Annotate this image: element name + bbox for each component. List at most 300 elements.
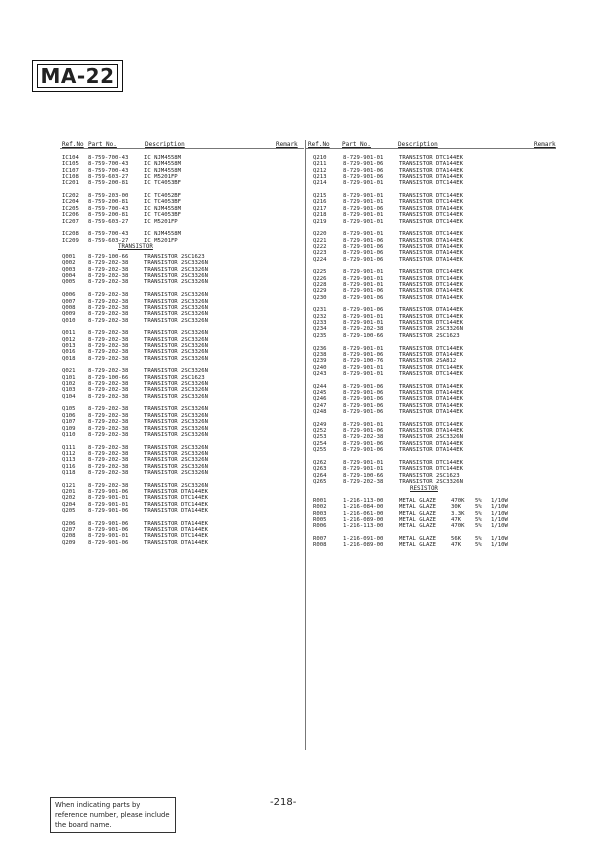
left-ic-row-cell: IC208 xyxy=(62,231,79,238)
left-transistor-row-cell: 8-729-202-38 xyxy=(88,387,129,394)
left-transistor-row-cell: Q106 xyxy=(62,412,76,419)
left-transistor-row-cell: TRANSISTOR 2SC3326N xyxy=(144,431,208,438)
resistor-row-cell: METAL GLAZE xyxy=(399,497,437,504)
right-transistor-row-cell: Q230 xyxy=(313,294,327,301)
left-ic-row-cell: IC TC4053BF xyxy=(144,212,182,219)
resistor-row-cell: 1/10W xyxy=(491,516,508,523)
left-ic-row-cell: 8-759-700-43 xyxy=(88,231,129,238)
resistor-row-cell: 1/10W xyxy=(491,536,508,542)
right-transistor-row-cell: 8-729-901-06 xyxy=(343,389,384,396)
resistor-row-cell: 1-216-084-00 xyxy=(343,504,384,511)
right-transistor-row-cell: 8-729-202-38 xyxy=(343,478,384,485)
right-transistor-row-cell: Q221 xyxy=(313,237,327,244)
left-transistor-row-cell: Q013 xyxy=(62,342,76,349)
left-transistor-row-cell: Q207 xyxy=(62,527,76,534)
resistor-row-cell: R007 xyxy=(313,536,327,542)
left-ic-row-cell: IC NJM4558M xyxy=(144,167,182,174)
right-transistor-row-cell: Q252 xyxy=(313,428,327,435)
right-transistor-row-cell: TRANSISTOR DTC144EK xyxy=(399,180,463,187)
left-ic-row-cell: 8-759-200-81 xyxy=(88,180,129,187)
right-transistor-row-cell: TRANSISTOR DTC144EK xyxy=(399,421,463,428)
left-transistor-row-cell: Q112 xyxy=(62,450,76,457)
left-transistor-row-cell: Q103 xyxy=(62,387,76,394)
right-transistor-row-cell: 8-729-901-06 xyxy=(343,383,384,390)
left-transistor-row-cell: 8-729-202-38 xyxy=(88,425,129,432)
right-transistor-row-cell: TRANSISTOR DTC144EK xyxy=(399,313,463,320)
left-transistor-row-cell: TRANSISTOR 2SC3326N xyxy=(144,368,208,375)
right-transistor-row-cell: 8-729-901-06 xyxy=(343,351,384,358)
left-transistor-row-cell: 8-729-202-38 xyxy=(88,419,129,426)
left-transistor-row-cell: TRANSISTOR 2SC3326N xyxy=(144,311,208,318)
right-transistor-row-cell: 8-729-901-06 xyxy=(343,447,384,454)
right-transistor-row-cell: 8-729-901-06 xyxy=(343,243,384,250)
left-transistor-row-cell: 8-729-202-38 xyxy=(88,431,129,438)
left-transistor-row-cell: Q201 xyxy=(62,489,76,495)
resistor-row-cell: R008 xyxy=(313,542,327,549)
right-transistor-row-cell: TRANSISTOR DTC144EK xyxy=(399,370,463,377)
right-transistor-row-cell: 8-729-100-66 xyxy=(343,332,384,339)
right-transistor-row-cell: 8-729-901-01 xyxy=(343,269,384,276)
resistor-row-cell: 1-216-091-00 xyxy=(343,536,384,542)
right-transistor-row-cell: TRANSISTOR DTA144EK xyxy=(399,237,463,244)
left-ic-row-cell: 8-759-700-43 xyxy=(88,161,129,168)
resistor-row-cell: 1/10W xyxy=(491,542,508,549)
left-transistor-row-cell: 8-729-901-01 xyxy=(88,501,129,508)
left-ic-row-cell: IC201 xyxy=(62,180,79,187)
right-transistor-row-cell: Q216 xyxy=(313,199,327,206)
right-transistor-row-cell: Q243 xyxy=(313,370,327,377)
right-transistor-row-cell: 8-729-901-01 xyxy=(343,199,384,206)
right-transistor-row-cell: TRANSISTOR DTA144EK xyxy=(399,294,463,301)
left-transistor-row-cell: 8-729-901-06 xyxy=(88,489,129,495)
resistor-row-cell: 1-216-113-00 xyxy=(343,523,384,530)
right-transistor-row-cell: 8-729-901-01 xyxy=(343,320,384,327)
right-transistor-row-cell: TRANSISTOR DTA144EK xyxy=(399,256,463,263)
right-transistor-row-cell: TRANSISTOR DTC144EK xyxy=(399,275,463,282)
left-transistor-row-cell: TRANSISTOR 2SC3326N xyxy=(144,425,208,432)
left-transistor-row-cell: TRANSISTOR DTC144EK xyxy=(144,501,208,508)
left-transistor-row-cell: 8-729-901-06 xyxy=(88,520,129,527)
left-transistor-row-cell: TRANSISTOR 2SC3326N xyxy=(144,387,208,394)
left-ic-row-cell: 8-759-603-27 xyxy=(88,174,129,181)
right-transistor-row-cell: 8-729-901-06 xyxy=(343,288,384,295)
left-transistor-row-cell: TRANSISTOR 2SC3326N xyxy=(144,266,208,273)
left-ic-row-cell: IC TC4053BF xyxy=(144,180,182,187)
right-transistor-row-cell: Q213 xyxy=(313,174,327,181)
right-transistor-row-cell: Q217 xyxy=(313,205,327,212)
left-transistor-row-cell: TRANSISTOR 2SC3326N xyxy=(144,381,208,388)
left-ic-row-cell: IC M5201FP xyxy=(144,218,178,225)
left-transistor-row-cell: 8-729-202-38 xyxy=(88,311,129,318)
left-transistor-row-cell: TRANSISTOR 2SC3326N xyxy=(144,273,208,280)
left-transistor-row-cell: Q101 xyxy=(62,374,76,381)
left-transistor-row-cell: 8-729-202-38 xyxy=(88,463,129,470)
right-transistor-row-cell: 8-729-901-01 xyxy=(343,421,384,428)
left-transistor-row-cell: TRANSISTOR 2SC3326N xyxy=(144,463,208,470)
resistor-row-cell: 1/10W xyxy=(491,510,508,517)
right-transistor-row-cell: TRANSISTOR DTC144EK xyxy=(399,193,463,200)
right-transistor-row-cell: TRANSISTOR DTA144EK xyxy=(399,389,463,396)
resistor-row-cell: 1/10W xyxy=(491,497,508,504)
right-transistor-row-cell: 8-729-901-01 xyxy=(343,282,384,288)
left-transistor-row-cell: TRANSISTOR 2SC1623 xyxy=(144,374,205,381)
right-transistor-row-cell: TRANSISTOR 2SC3326N xyxy=(399,478,463,485)
right-transistor-row-cell: Q263 xyxy=(313,466,327,473)
left-transistor-row-cell: 8-729-202-38 xyxy=(88,304,129,311)
header-rule-left xyxy=(60,148,304,149)
left-ic-row-cell: IC NJM4558M xyxy=(144,205,182,212)
left-transistor-row-cell: Q121 xyxy=(62,482,76,489)
left-transistor-row-cell: 8-729-202-38 xyxy=(88,381,129,388)
right-transistor-row-cell: 8-729-901-06 xyxy=(343,409,384,415)
right-transistor-row-cell: 8-729-901-06 xyxy=(343,440,384,447)
right-transistor-row-cell: 8-729-901-01 xyxy=(343,218,384,225)
right-transistor-row-cell: TRANSISTOR 2SC3326N xyxy=(399,434,463,441)
right-transistor-row-cell: Q248 xyxy=(313,409,327,415)
left-transistor-row-cell: Q010 xyxy=(62,317,76,324)
left-ic-row-cell: 8-759-700-43 xyxy=(88,167,129,174)
left-transistor-row-cell: 8-729-202-38 xyxy=(88,279,129,286)
left-transistor-row-cell: Q107 xyxy=(62,419,76,426)
right-transistor-row-cell: Q264 xyxy=(313,472,327,479)
right-transistor-row-cell: TRANSISTOR DTC144EK xyxy=(399,155,463,161)
left-transistor-row-cell: 8-729-901-06 xyxy=(88,539,129,546)
left-ic-row-cell: 8-759-603-27 xyxy=(88,218,129,225)
right-transistor-row-cell: TRANSISTOR DTA144EK xyxy=(399,243,463,250)
left-transistor-row-cell: Q105 xyxy=(62,406,76,413)
resistor-row-cell: 470K xyxy=(451,497,465,504)
right-transistor-row-cell: TRANSISTOR DTA144EK xyxy=(399,351,463,358)
resistor-row-cell: 5% xyxy=(475,497,482,504)
right-transistor-row-cell: 8-729-901-06 xyxy=(343,294,384,301)
left-transistor-row-cell: TRANSISTOR DTA144EK xyxy=(144,489,208,495)
left-transistor-row-cell: 8-729-202-38 xyxy=(88,469,129,476)
left-transistor-row-cell: TRANSISTOR 2SC3326N xyxy=(144,304,208,311)
right-transistor-row-cell: TRANSISTOR DTC144EK xyxy=(399,364,463,371)
page-number: -218- xyxy=(270,797,297,808)
left-transistor-row-cell: TRANSISTOR 2SC3326N xyxy=(144,292,208,299)
right-transistor-row-cell: 8-729-901-06 xyxy=(343,250,384,257)
right-transistor-row-cell: Q232 xyxy=(313,313,327,320)
left-transistor-row-cell: 8-729-202-38 xyxy=(88,292,129,299)
resistor-row-cell: METAL GLAZE xyxy=(399,523,437,530)
right-transistor-row-cell: TRANSISTOR DTC144EK xyxy=(399,212,463,219)
resistor-row-cell: 5% xyxy=(475,523,482,530)
right-transistor-row-cell: 8-729-901-06 xyxy=(343,307,384,314)
resistor-row-cell: 1-216-113-00 xyxy=(343,497,384,504)
header-part-right: Part No. xyxy=(342,141,371,148)
left-transistor-row-cell: Q204 xyxy=(62,501,76,508)
right-transistor-row-cell: 8-729-901-01 xyxy=(343,231,384,238)
left-transistor-row-cell: TRANSISTOR DTA144EK xyxy=(144,508,208,515)
left-transistor-row-cell: TRANSISTOR DTA144EK xyxy=(144,539,208,546)
left-transistor-row-cell: TRANSISTOR 2SC3326N xyxy=(144,469,208,476)
right-transistor-row-cell: 8-729-901-06 xyxy=(343,205,384,212)
left-transistor-row-cell: Q206 xyxy=(62,520,76,527)
left-transistor-row-cell: TRANSISTOR DTA144EK xyxy=(144,520,208,527)
right-transistor-row-cell: TRANSISTOR 2SC1623 xyxy=(399,472,460,479)
left-transistor-row-cell: TRANSISTOR 2SC3326N xyxy=(144,317,208,324)
resistor-row-cell: METAL GLAZE xyxy=(399,542,437,549)
left-ic-row-cell: 8-759-700-43 xyxy=(88,205,129,212)
left-transistor-row-cell: TRANSISTOR 2SC3326N xyxy=(144,349,208,356)
right-transistor-row-cell: Q211 xyxy=(313,161,327,168)
left-ic-row-cell: IC206 xyxy=(62,212,79,219)
header-desc-left: Description xyxy=(145,141,185,148)
left-transistor-row-cell: Q118 xyxy=(62,469,76,476)
right-transistor-row-cell: TRANSISTOR DTA144EK xyxy=(399,307,463,314)
resistor-row-cell: R002 xyxy=(313,504,327,511)
right-transistor-row-cell: 8-729-901-06 xyxy=(343,428,384,435)
left-ic-row-cell: 8-759-200-81 xyxy=(88,199,129,206)
right-transistor-row-cell: Q240 xyxy=(313,364,327,371)
resistor-row-cell: 5% xyxy=(475,516,482,523)
resistor-row-cell: 47K xyxy=(451,542,462,549)
right-transistor-row-cell: Q218 xyxy=(313,212,327,219)
resistor-row-cell: 5% xyxy=(475,536,482,542)
left-transistor-row-cell: 8-729-202-38 xyxy=(88,260,129,267)
left-transistor-section-label: TRANSISTOR xyxy=(118,243,153,250)
left-transistor-row-cell: Q110 xyxy=(62,431,76,438)
resistor-row-cell: 5% xyxy=(475,510,482,517)
resistor-row-cell: 5% xyxy=(475,542,482,549)
left-transistor-row-cell: 8-729-202-38 xyxy=(88,355,129,362)
right-transistor-row-cell: Q215 xyxy=(313,193,327,200)
left-ic-row-cell: IC M5201FP xyxy=(144,237,178,244)
right-transistor-row-cell: Q220 xyxy=(313,231,327,238)
right-transistor-row-cell: Q212 xyxy=(313,167,327,174)
right-transistor-row-cell: TRANSISTOR DTC144EK xyxy=(399,459,463,466)
resistor-row-cell: METAL GLAZE xyxy=(399,516,437,523)
right-transistor-row-cell: TRANSISTOR 2SC1623 xyxy=(399,332,460,339)
right-transistor-row-cell: TRANSISTOR DTA144EK xyxy=(399,383,463,390)
right-transistor-row-cell: 8-729-901-01 xyxy=(343,370,384,377)
left-transistor-row-cell: Q111 xyxy=(62,444,76,451)
left-transistor-row-cell: 8-729-202-38 xyxy=(88,342,129,349)
right-transistor-row-cell: Q254 xyxy=(313,440,327,447)
left-transistor-row-cell: TRANSISTOR 2SC3326N xyxy=(144,342,208,349)
left-transistor-row-cell: TRANSISTOR 2SC3326N xyxy=(144,406,208,413)
right-transistor-row-cell: TRANSISTOR DTA144EK xyxy=(399,161,463,168)
reference-note: When indicating parts by reference number, please include the board name. xyxy=(50,797,176,833)
right-transistor-row-cell: Q231 xyxy=(313,307,327,314)
left-transistor-row-cell: 8-729-202-38 xyxy=(88,298,129,305)
board-title: MA-22 xyxy=(37,64,118,88)
right-transistor-row-cell: Q265 xyxy=(313,478,327,485)
left-transistor-row-cell: 8-729-202-38 xyxy=(88,273,129,280)
right-transistor-row-cell: Q222 xyxy=(313,243,327,250)
right-transistor-row-cell: Q234 xyxy=(313,326,327,333)
resistor-row-cell: R003 xyxy=(313,510,327,517)
left-transistor-row-cell: 8-729-202-38 xyxy=(88,317,129,324)
right-transistor-row-cell: 8-729-901-06 xyxy=(343,161,384,168)
header-desc-right: Description xyxy=(398,141,438,148)
left-transistor-row-cell: Q007 xyxy=(62,298,76,305)
right-transistor-row-cell: TRANSISTOR 2SA812 xyxy=(399,358,457,365)
right-transistor-row-cell: 8-729-901-01 xyxy=(343,275,384,282)
left-transistor-row-cell: TRANSISTOR 2SC3326N xyxy=(144,482,208,489)
resistor-row-cell: R006 xyxy=(313,523,327,530)
left-transistor-row-cell: Q004 xyxy=(62,273,76,280)
left-transistor-row-cell: 8-729-100-66 xyxy=(88,374,129,381)
right-transistor-row-cell: 8-729-901-06 xyxy=(343,237,384,244)
right-transistor-row-cell: TRANSISTOR DTA144EK xyxy=(399,167,463,174)
left-transistor-row-cell: Q113 xyxy=(62,457,76,464)
right-transistor-row-cell: 8-729-100-66 xyxy=(343,472,384,479)
resistor-row-cell: 47K xyxy=(451,516,462,523)
left-transistor-row-cell: TRANSISTOR 2SC3326N xyxy=(144,279,208,286)
right-transistor-row-cell: TRANSISTOR DTC144EK xyxy=(399,282,463,288)
left-transistor-row-cell: 8-729-202-38 xyxy=(88,457,129,464)
right-transistor-row-cell: 8-729-901-01 xyxy=(343,459,384,466)
right-transistor-row-cell: TRANSISTOR DTA144EK xyxy=(399,447,463,454)
left-transistor-row-cell: 8-729-202-38 xyxy=(88,336,129,343)
right-transistor-row-cell: TRANSISTOR DTC144EK xyxy=(399,218,463,225)
right-transistor-row-cell: 8-729-100-76 xyxy=(343,358,384,365)
right-transistor-row-cell: TRANSISTOR DTA144EK xyxy=(399,174,463,181)
right-transistor-row-cell: Q235 xyxy=(313,332,327,339)
left-transistor-row-cell: Q002 xyxy=(62,260,76,267)
resistor-row-cell: 1-216-089-00 xyxy=(343,516,384,523)
left-ic-row-cell: IC205 xyxy=(62,205,79,212)
left-transistor-row-cell: Q109 xyxy=(62,425,76,432)
resistor-row-cell: R001 xyxy=(313,497,327,504)
right-transistor-row-cell: 8-729-901-01 xyxy=(343,466,384,473)
left-transistor-row-cell: 8-729-202-38 xyxy=(88,406,129,413)
right-transistor-row-cell: Q249 xyxy=(313,421,327,428)
right-transistor-row-cell: TRANSISTOR DTC144EK xyxy=(399,320,463,327)
left-ic-row-cell: 8-759-200-81 xyxy=(88,212,129,219)
left-transistor-row-cell: TRANSISTOR 2SC3326N xyxy=(144,330,208,337)
left-transistor-row-cell: TRANSISTOR 2SC3326N xyxy=(144,393,208,400)
left-transistor-row-cell: TRANSISTOR 2SC3326N xyxy=(144,298,208,305)
left-transistor-row-cell: TRANSISTOR 2SC3326N xyxy=(144,444,208,451)
resistor-row-cell: 470K xyxy=(451,523,465,530)
left-transistor-row-cell: TRANSISTOR 2SC3326N xyxy=(144,419,208,426)
right-transistor-row-cell: 8-729-901-06 xyxy=(343,174,384,181)
left-transistor-row-cell: Q016 xyxy=(62,349,76,356)
left-ic-row-cell: 8-759-203-00 xyxy=(88,193,129,200)
right-transistor-row-cell: 8-729-901-01 xyxy=(343,155,384,161)
right-transistor-row-cell: TRANSISTOR DTA144EK xyxy=(399,428,463,435)
left-transistor-row-cell: Q116 xyxy=(62,463,76,470)
column-divider xyxy=(305,140,306,750)
right-transistor-row-cell: Q210 xyxy=(313,155,327,161)
left-ic-row-cell: IC108 xyxy=(62,174,79,181)
right-transistor-row-cell: Q214 xyxy=(313,180,327,187)
right-transistor-row-cell: Q228 xyxy=(313,282,327,288)
resistor-row-cell: 1/10W xyxy=(491,523,508,530)
left-transistor-row-cell: Q018 xyxy=(62,355,76,362)
right-transistor-row-cell: Q229 xyxy=(313,288,327,295)
left-ic-row-cell: IC209 xyxy=(62,237,79,244)
left-transistor-row-cell: 8-729-901-06 xyxy=(88,527,129,534)
right-transistor-row-cell: TRANSISTOR DTC144EK xyxy=(399,269,463,276)
left-transistor-row-cell: Q003 xyxy=(62,266,76,273)
left-transistor-row-cell: TRANSISTOR 2SC3326N xyxy=(144,412,208,419)
left-transistor-row-cell: TRANSISTOR DTC144EK xyxy=(144,495,208,502)
resistor-section-label: RESISTOR xyxy=(410,486,438,493)
left-transistor-row-cell: TRANSISTOR 2SC3326N xyxy=(144,457,208,464)
left-ic-row-cell: IC104 xyxy=(62,155,79,161)
left-transistor-row-cell: TRANSISTOR DTC144EK xyxy=(144,533,208,540)
right-transistor-row-cell: 8-729-901-06 xyxy=(343,167,384,174)
left-ic-row-cell: IC107 xyxy=(62,167,79,174)
left-transistor-row-cell: TRANSISTOR 2SC1623 xyxy=(144,254,205,261)
left-transistor-row-cell: 8-729-100-66 xyxy=(88,254,129,261)
left-ic-row-cell: 8-759-700-43 xyxy=(88,155,129,161)
left-transistor-row-cell: Q102 xyxy=(62,381,76,388)
right-transistor-row-cell: 8-729-901-01 xyxy=(343,180,384,187)
left-ic-row-cell: IC M5201FP xyxy=(144,174,178,181)
right-transistor-row-cell: TRANSISTOR DTA144EK xyxy=(399,205,463,212)
right-transistor-row-cell: 8-729-202-38 xyxy=(343,434,384,441)
left-ic-row-cell: IC202 xyxy=(62,193,79,200)
right-transistor-row-cell: 8-729-901-06 xyxy=(343,396,384,403)
left-ic-row-cell: IC TC4052BF xyxy=(144,193,182,200)
left-transistor-row-cell: 8-729-202-38 xyxy=(88,412,129,419)
left-ic-row-cell: IC NJM4558M xyxy=(144,155,182,161)
left-transistor-row-cell: 8-729-901-01 xyxy=(88,495,129,502)
resistor-row-cell: 1/10W xyxy=(491,504,508,511)
resistor-row-cell: 56K xyxy=(451,536,462,542)
left-transistor-row-cell: 8-729-202-38 xyxy=(88,450,129,457)
left-transistor-row-cell: Q006 xyxy=(62,292,76,299)
right-transistor-row-cell: TRANSISTOR 2SC3326N xyxy=(399,326,463,333)
right-transistor-row-cell: TRANSISTOR DTA144EK xyxy=(399,250,463,257)
left-transistor-row-cell: Q009 xyxy=(62,311,76,318)
right-transistor-row-cell: Q233 xyxy=(313,320,327,327)
left-transistor-row-cell: Q012 xyxy=(62,336,76,343)
resistor-row-cell: R005 xyxy=(313,516,327,523)
header-ref-left: Ref.No xyxy=(62,141,84,148)
right-transistor-row-cell: Q245 xyxy=(313,389,327,396)
resistor-row-cell: 5% xyxy=(475,504,482,511)
right-transistor-row-cell: Q239 xyxy=(313,358,327,365)
right-transistor-row-cell: Q246 xyxy=(313,396,327,403)
left-transistor-row-cell: 8-729-202-38 xyxy=(88,266,129,273)
left-transistor-row-cell: TRANSISTOR 2SC3326N xyxy=(144,260,208,267)
right-transistor-row-cell: TRANSISTOR DTA144EK xyxy=(399,440,463,447)
left-transistor-row-cell: 8-729-901-06 xyxy=(88,508,129,515)
left-transistor-row-cell: TRANSISTOR 2SC3326N xyxy=(144,355,208,362)
right-transistor-row-cell: TRANSISTOR DTA144EK xyxy=(399,409,463,415)
resistor-row-cell: 3.3K xyxy=(451,510,465,517)
right-transistor-row-cell: TRANSISTOR DTC144EK xyxy=(399,199,463,206)
left-transistor-row-cell: Q011 xyxy=(62,330,76,337)
right-transistor-row-cell: 8-729-901-01 xyxy=(343,212,384,219)
left-ic-row-cell: IC105 xyxy=(62,161,79,168)
right-transistor-row-cell: Q226 xyxy=(313,275,327,282)
header-rule-right xyxy=(306,148,556,149)
left-transistor-row-cell: Q209 xyxy=(62,539,76,546)
right-transistor-row-cell: TRANSISTOR DTA144EK xyxy=(399,396,463,403)
right-transistor-row-cell: 8-729-901-01 xyxy=(343,193,384,200)
board-title-box xyxy=(32,60,123,92)
right-transistor-row-cell: Q262 xyxy=(313,459,327,466)
right-transistor-row-cell: Q223 xyxy=(313,250,327,257)
left-transistor-row-cell: Q205 xyxy=(62,508,76,515)
right-transistor-row-cell: Q225 xyxy=(313,269,327,276)
resistor-row-cell: 1-216-089-00 xyxy=(343,542,384,549)
right-transistor-row-cell: Q247 xyxy=(313,402,327,409)
left-transistor-row-cell: TRANSISTOR 2SC3326N xyxy=(144,336,208,343)
left-transistor-row-cell: 8-729-202-38 xyxy=(88,330,129,337)
right-transistor-row-cell: 8-729-901-01 xyxy=(343,345,384,352)
right-transistor-row-cell: Q224 xyxy=(313,256,327,263)
left-ic-row-cell: IC204 xyxy=(62,199,79,206)
right-transistor-row-cell: Q219 xyxy=(313,218,327,225)
